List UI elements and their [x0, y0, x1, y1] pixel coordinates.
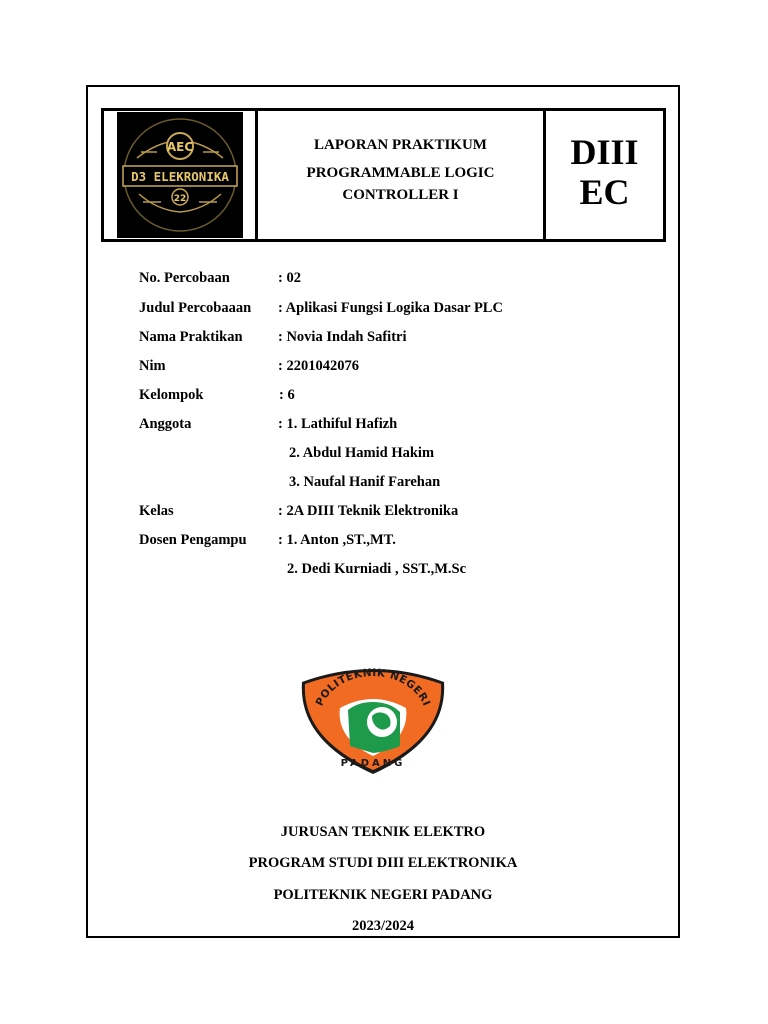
header-table [101, 108, 666, 242]
info-value: : Aplikasi Fungsi Logika Dasar PLC [278, 300, 503, 316]
aec-logo-main-text: D3 ELEKRONIKA [130, 169, 229, 184]
header-logo-cell [104, 111, 258, 239]
info-value: : 02 [278, 270, 301, 286]
info-label: Kelompok [139, 387, 204, 403]
program-code-line2: EC [579, 172, 630, 212]
aec-logo-top-text: AEC [166, 140, 193, 154]
info-value: : Novia Indah Safitri [278, 329, 407, 345]
info-value: : 2201042076 [278, 358, 359, 374]
program-code-cell [546, 111, 663, 239]
info-label: Nim [139, 358, 166, 374]
info-value: 2. Abdul Hamid Hakim [289, 445, 435, 461]
info-value: : 2A DIII Teknik Elektronika [278, 503, 459, 519]
info-value: 2. Dedi Kurniadi , SST.,M.Sc [287, 561, 466, 577]
info-label: No. Percobaan [139, 270, 230, 286]
aec-logo [117, 112, 243, 238]
footer-institution: POLITEKNIK NEGERI PADANG [273, 887, 493, 903]
info-value: : 1. Anton ,ST.,MT. [278, 532, 396, 548]
info-value: : 1. Lathiful Hafizh [278, 416, 398, 432]
report-title-cell [258, 111, 546, 239]
info-label: Nama Praktikan [139, 329, 243, 345]
info-value: 3. Naufal Hanif Farehan [289, 474, 441, 490]
emblem-top-text: POLITEKNIK NEGERI [313, 666, 433, 708]
footer-program: PROGRAM STUDI DIII ELEKTRONIKA [248, 855, 518, 871]
info-label: Kelas [139, 503, 174, 519]
report-title: LAPORAN PRAKTIKUM [314, 137, 487, 153]
aec-logo-bottom-text: 22 [173, 194, 186, 204]
info-label: Dosen Pengampu [139, 532, 247, 548]
emblem-bottom-text: PADANG [340, 758, 406, 769]
course-title: PROGRAMMABLE LOGIC CONTROLLER I [306, 165, 495, 203]
info-label: Anggota [139, 416, 192, 432]
info-label: Judul Percobaaan [139, 300, 252, 316]
politeknik-emblem [298, 660, 448, 776]
program-code-line1: DIII [570, 132, 639, 172]
info-value: : 6 [279, 387, 295, 403]
footer-department: JURUSAN TEKNIK ELEKTRO [280, 824, 486, 840]
footer-year: 2023/2024 [351, 918, 415, 934]
